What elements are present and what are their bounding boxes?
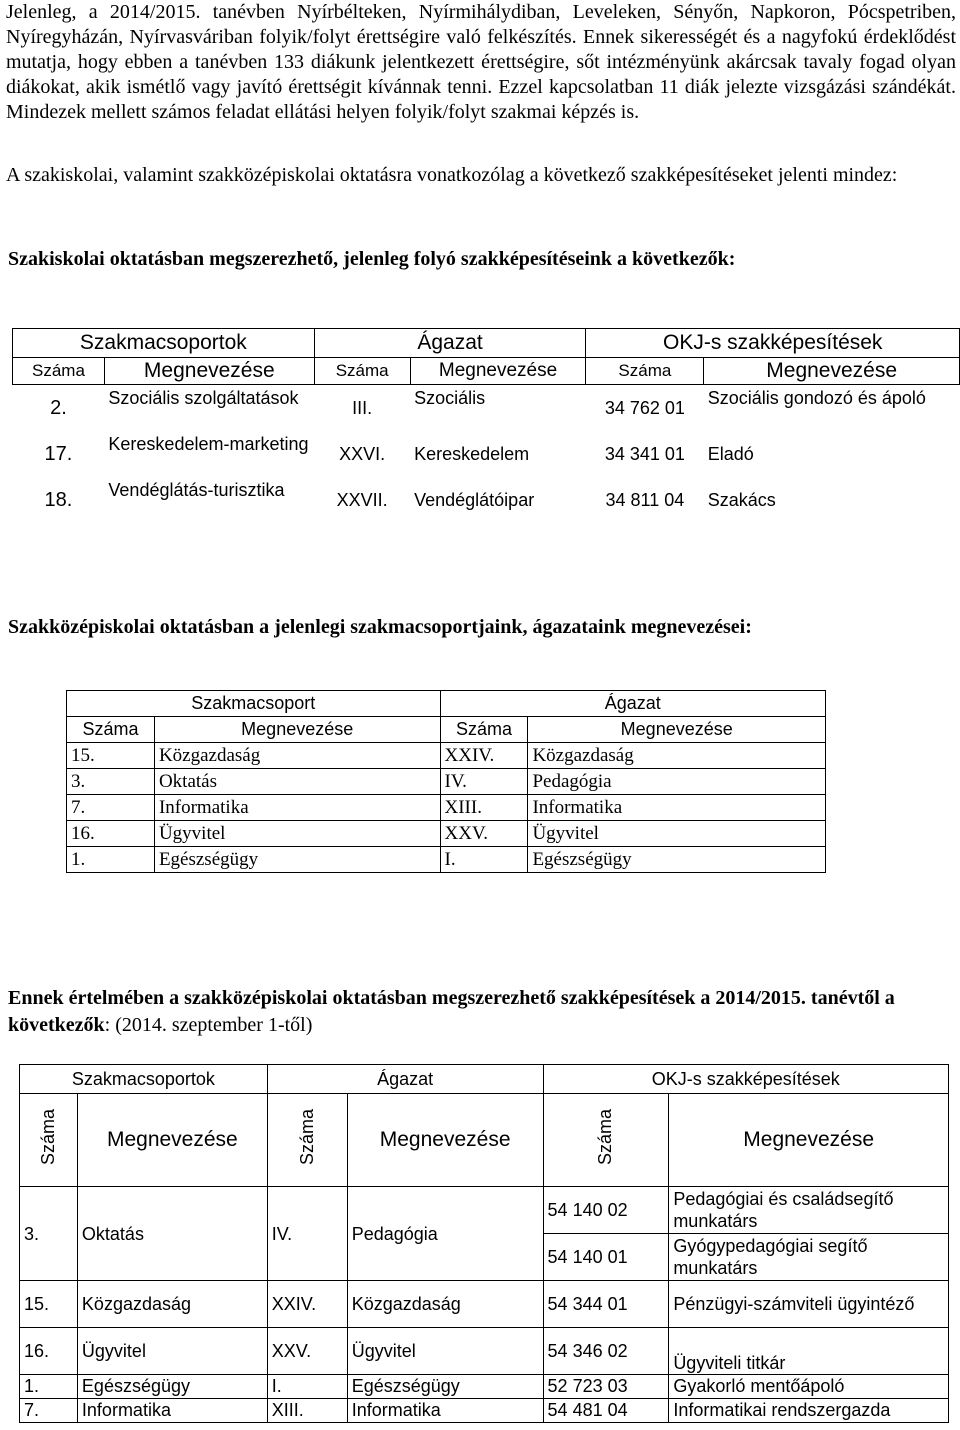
cell: Informatika: [154, 795, 440, 821]
heading-normal-part: : (2014. szeptember 1-től): [104, 1014, 313, 1036]
column-header: Száma: [314, 358, 410, 385]
cell: III.: [352, 398, 373, 418]
cell: XXIV.: [267, 1281, 347, 1328]
table-szakkepesitesek-2014: [19, 1064, 949, 1423]
group-header: Szakmacsoportok: [20, 1065, 268, 1094]
cell: Közgazdaság: [347, 1281, 543, 1328]
cell: 54 346 02: [543, 1328, 669, 1375]
cell: Szociális: [414, 388, 486, 408]
cell: I.: [440, 847, 528, 873]
table-row: [13, 385, 960, 432]
cell: 17.: [44, 443, 73, 465]
cell: XXV.: [440, 821, 528, 847]
cell: Oktatás: [77, 1187, 267, 1281]
column-header: Megnevezése: [528, 717, 826, 743]
cell: Egészségügy: [154, 847, 440, 873]
cell: Egészségügy: [347, 1375, 543, 1399]
column-header: Száma: [595, 1108, 616, 1166]
cell: XXVII.: [336, 490, 388, 510]
cell: 7.: [67, 795, 155, 821]
cell: XXV.: [267, 1328, 347, 1375]
group-header: Ágazat: [267, 1065, 543, 1094]
cell: XIII.: [267, 1399, 347, 1423]
cell: Informatikai rendszergazda: [669, 1399, 949, 1423]
table-row: [20, 1375, 949, 1399]
cell: Szociális szolgáltatások: [108, 388, 299, 408]
column-header: Megnevezése: [347, 1094, 543, 1187]
cell: XXVI.: [339, 444, 386, 464]
table-row: [67, 821, 826, 847]
group-header: Ágazat: [440, 691, 826, 717]
cell: Pedagógia: [528, 769, 826, 795]
cell: 1.: [67, 847, 155, 873]
cell: Közgazdaság: [77, 1281, 267, 1328]
intro-paragraph-2: A szakiskolai, valamint szakközépiskolai oktatásra vonatkozólag a következő szakképesítéseket jelenti mindez:: [6, 164, 898, 186]
heading-bold-part: Ennek értelmében a szakközépiskolai oktatásban megszerezhető szakképesítések a 2014/2015. tanévtől a következők: [8, 987, 895, 1036]
cell: Ügyvitel: [77, 1328, 267, 1375]
cell: 54 140 01: [543, 1234, 669, 1281]
table-row: [20, 1281, 949, 1328]
column-header: Megnevezése: [704, 358, 960, 385]
cell: Egészségügy: [528, 847, 826, 873]
cell: 34 762 01: [604, 398, 685, 418]
table-row: [67, 795, 826, 821]
cell: 3.: [20, 1187, 78, 1281]
cell: 52 723 03: [543, 1375, 669, 1399]
cell: 34 811 04: [605, 490, 685, 510]
group-header: OKJ-s szakképesítések: [586, 329, 960, 358]
cell: XXIV.: [440, 743, 528, 769]
cell: 54 344 01: [543, 1281, 669, 1328]
section-heading-1: Szakiskolai oktatásban megszerezhető, jelenleg folyó szakképesítéseink a következők:: [8, 248, 736, 270]
column-header: Megnevezése: [410, 358, 586, 385]
cell: XIII.: [440, 795, 528, 821]
cell: Szociális gondozó és ápoló: [707, 388, 926, 408]
cell: Oktatás: [154, 769, 440, 795]
group-header: Szakmacsoportok: [13, 329, 315, 358]
table-row: [13, 477, 960, 523]
cell: 2.: [50, 397, 67, 419]
cell: Vendéglátás-turisztika: [108, 480, 285, 500]
table-row: [67, 743, 826, 769]
table-szakiskola: [12, 328, 960, 523]
column-header: Száma: [440, 717, 528, 743]
column-header: Száma: [296, 1108, 317, 1166]
cell: 1.: [20, 1375, 78, 1399]
cell: 18.: [44, 489, 73, 511]
cell: Informatika: [77, 1399, 267, 1423]
column-header: Megnevezése: [154, 717, 440, 743]
column-header: Megnevezése: [669, 1094, 949, 1187]
cell: Ügyvitel: [528, 821, 826, 847]
cell: Ügyviteli titkár: [669, 1328, 949, 1375]
column-header: Száma: [37, 1108, 58, 1166]
section-heading-3: [8, 985, 953, 1039]
cell: 3.: [67, 769, 155, 795]
table-row: [20, 1328, 949, 1375]
cell: Kereskedelem: [414, 444, 530, 464]
table-row: [13, 431, 960, 477]
table-row: [67, 769, 826, 795]
cell: 15.: [20, 1281, 78, 1328]
group-header: Szakmacsoport: [67, 691, 441, 717]
cell: Egészségügy: [77, 1375, 267, 1399]
cell: 54 481 04: [543, 1399, 669, 1423]
cell: Eladó: [707, 444, 754, 464]
group-header: Ágazat: [314, 329, 586, 358]
column-header: Száma: [67, 717, 155, 743]
cell: 7.: [20, 1399, 78, 1423]
cell: 34 341 01: [604, 444, 685, 464]
cell: Informatika: [528, 795, 826, 821]
cell: Közgazdaság: [154, 743, 440, 769]
table-row: [20, 1187, 949, 1234]
cell: Közgazdaság: [528, 743, 826, 769]
cell: IV.: [440, 769, 528, 795]
cell: Pénzügyi-számviteli ügyintéző: [669, 1281, 949, 1328]
cell: Ügyvitel: [154, 821, 440, 847]
cell: 16.: [67, 821, 155, 847]
section-heading-2: Szakközépiskolai oktatásban a jelenlegi szakmacsoportjaink, ágazataink megnevezései:: [8, 616, 752, 638]
cell: Informatika: [347, 1399, 543, 1423]
cell: Ügyvitel: [347, 1328, 543, 1375]
column-header: Száma: [586, 358, 704, 385]
column-header: Száma: [13, 358, 105, 385]
cell: Vendéglátóipar: [414, 490, 535, 510]
cell: IV.: [267, 1187, 347, 1281]
column-header: Megnevezése: [77, 1094, 267, 1187]
cell: 16.: [20, 1328, 78, 1375]
cell: 54 140 02: [543, 1187, 669, 1234]
group-header: OKJ-s szakképesítések: [543, 1065, 948, 1094]
cell: Pedagógiai és családsegítő munkatárs: [669, 1187, 949, 1234]
cell: Szakács: [707, 490, 776, 510]
cell: I.: [267, 1375, 347, 1399]
table-row: [67, 847, 826, 873]
table-szakkozepiskola: [66, 690, 826, 873]
intro-paragraph-1: Jelenleg, a 2014/2015. tanévben Nyírbélteken, Nyírmihálydiban, Leveleken, Sényőn, Napkoron, Pócspetriben, Nyíregyházán, Nyírvasváriban folyik/folyt érettségire való felkészítés. Ennek sikerességét és a nagyfokú érdeklődést mutatja, hogy ebben a tanévben 133 diákunk jelentkezett érettségire, sőt intézményünk akárcsak tavaly fogad olyan diákokat, akik ismétlő vagy javító érettségit kívánnak tenni. Ezzel kapcsolatban 11 diák jelezte vizsgázási szándékát. Mindezek mellett számos feladat ellátási helyen folyik/folyt szakmai képzés is.: [6, 1, 956, 123]
table-row: [20, 1399, 949, 1423]
cell: Gyakorló mentőápoló: [669, 1375, 949, 1399]
cell: 15.: [67, 743, 155, 769]
cell: Kereskedelem-marketing: [108, 434, 309, 454]
cell: Pedagógia: [347, 1187, 543, 1281]
cell: Gyógypedagógiai segítő munkatárs: [669, 1234, 949, 1281]
column-header: Megnevezése: [104, 358, 314, 385]
